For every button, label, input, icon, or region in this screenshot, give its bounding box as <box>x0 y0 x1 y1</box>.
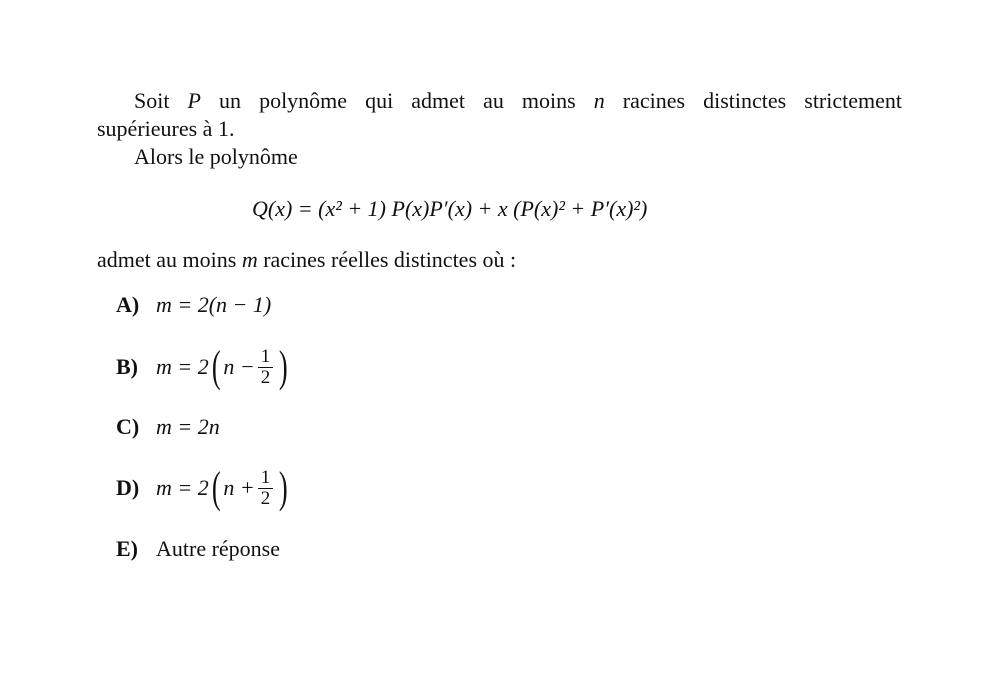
var-p: P <box>187 88 201 113</box>
paren-close: ) <box>279 463 288 512</box>
paren-open: ( <box>211 463 221 512</box>
option-expr: m = 2 <box>156 475 209 500</box>
option-expr: m = 2 <box>156 354 209 379</box>
option-text: Autre réponse <box>156 536 281 561</box>
fraction <box>258 468 274 509</box>
option-b <box>116 337 291 397</box>
option-expr: m = 2(n − 1) <box>156 292 272 317</box>
text: racines réelles distinctes où : <box>257 247 517 272</box>
denominator: 2 <box>260 487 271 509</box>
option-inner: n − <box>223 354 255 379</box>
option-label: E) <box>116 536 138 561</box>
intro-line-2: supérieures à 1. <box>97 116 235 141</box>
option-label: C) <box>116 414 140 439</box>
intro-line-1 <box>134 87 902 115</box>
option-c <box>116 397 220 457</box>
option-e <box>116 519 280 579</box>
option-expr: m = 2n <box>156 414 220 439</box>
text: admet au moins <box>97 247 242 272</box>
option-d <box>116 458 291 518</box>
option-label: D) <box>116 475 140 500</box>
var-m: m <box>241 247 258 272</box>
paren-close: ) <box>279 342 288 391</box>
option-a <box>116 275 271 335</box>
option-inner: n + <box>223 475 255 500</box>
option-label: A) <box>116 292 140 317</box>
text: un polynôme qui admet au moins <box>200 88 594 113</box>
numerator: 1 <box>258 468 274 489</box>
denominator: 2 <box>260 366 271 388</box>
option-label: B) <box>116 354 138 379</box>
numerator: 1 <box>258 347 274 368</box>
formula: Q(x) = (x² + 1) P(x)P′(x) + x (P(x)² + P′(x)²) <box>252 196 648 221</box>
intro-line-3: Alors le polynôme <box>134 144 298 169</box>
var-n: n <box>593 88 605 113</box>
text: Soit <box>134 88 188 113</box>
paren-open: ( <box>211 342 221 391</box>
text: racines distinctes strictement <box>604 88 903 113</box>
fraction <box>258 347 274 388</box>
conclusion <box>97 246 516 274</box>
